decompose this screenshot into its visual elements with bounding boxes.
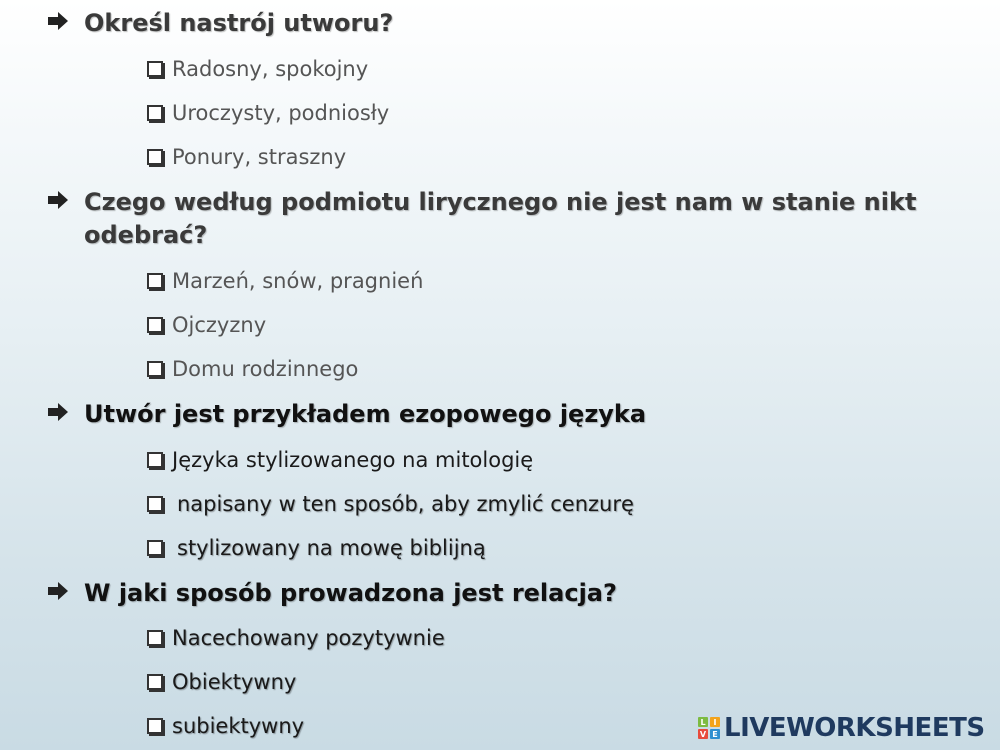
checkbox-icon[interactable] [147, 317, 163, 333]
option-checkbox[interactable] [147, 669, 296, 695]
option-checkbox[interactable] [147, 56, 368, 82]
option-label: Języka stylizowanego na mitologię [172, 448, 534, 472]
arrow-right-icon [47, 402, 69, 422]
checkbox-icon[interactable] [147, 718, 163, 734]
arrow-right-icon [47, 190, 69, 210]
checkbox-icon[interactable] [147, 361, 163, 377]
option-label: Ponury, straszny [172, 145, 347, 169]
checkbox-icon[interactable] [147, 273, 163, 289]
question-2 [47, 186, 947, 252]
option-checkbox[interactable] [147, 312, 266, 338]
option-checkbox[interactable] [147, 356, 358, 382]
option-label: Obiektywny [172, 670, 297, 694]
option-checkbox[interactable] [147, 535, 486, 561]
question-text: Utwór jest przykładem ezopowego języka [84, 400, 647, 428]
option-label: Marzeń, snów, pragnień [172, 269, 424, 293]
logo-text: LIVEWORKSHEETS [724, 713, 985, 743]
checkbox-icon[interactable] [147, 540, 163, 556]
option-checkbox[interactable] [147, 491, 634, 517]
question-text: Określ nastrój utworu? [84, 9, 394, 37]
option-checkbox[interactable] [147, 100, 389, 126]
option-label: Domu rodzinnego [172, 357, 359, 381]
checkbox-icon[interactable] [147, 452, 163, 468]
option-label: Ojczyzny [172, 313, 267, 337]
option-label: Nacechowany pozytywnie [172, 626, 445, 650]
option-label: Uroczysty, podniosły [172, 101, 390, 125]
checkbox-icon[interactable] [147, 61, 163, 77]
checkbox-icon[interactable] [147, 105, 163, 121]
arrow-right-icon [47, 11, 69, 31]
option-checkbox[interactable] [147, 268, 423, 294]
logo-mark-icon [698, 717, 720, 739]
logo-mark-letter: V [699, 729, 707, 739]
question-1 [47, 7, 947, 40]
logo-mark-letter: I [710, 717, 720, 727]
option-label: stylizowany na mowę biblijną [177, 536, 486, 560]
checkbox-icon[interactable] [147, 149, 163, 165]
option-checkbox[interactable] [147, 713, 304, 739]
arrow-right-icon [47, 581, 69, 601]
question-text: Czego według podmiotu lirycznego nie jest nam w stanie nikt odebrać? [84, 188, 917, 249]
checkbox-icon[interactable] [147, 674, 163, 690]
option-checkbox[interactable] [147, 447, 533, 473]
checkbox-icon[interactable] [147, 630, 163, 646]
logo-mark-letter: E [710, 729, 720, 739]
question-text: W jaki sposób prowadzona jest relacja? [84, 579, 617, 607]
option-label: subiektywny [172, 714, 305, 738]
option-label: napisany w ten sposób, aby zmylić cenzurę [177, 492, 634, 516]
checkbox-icon[interactable] [147, 496, 163, 512]
option-checkbox[interactable] [147, 625, 445, 651]
question-3 [47, 398, 947, 431]
logo-mark-letter: L [698, 717, 708, 727]
question-4 [47, 577, 947, 610]
option-label: Radosny, spokojny [172, 57, 369, 81]
liveworksheets-logo [698, 713, 985, 743]
option-checkbox[interactable] [147, 144, 346, 170]
